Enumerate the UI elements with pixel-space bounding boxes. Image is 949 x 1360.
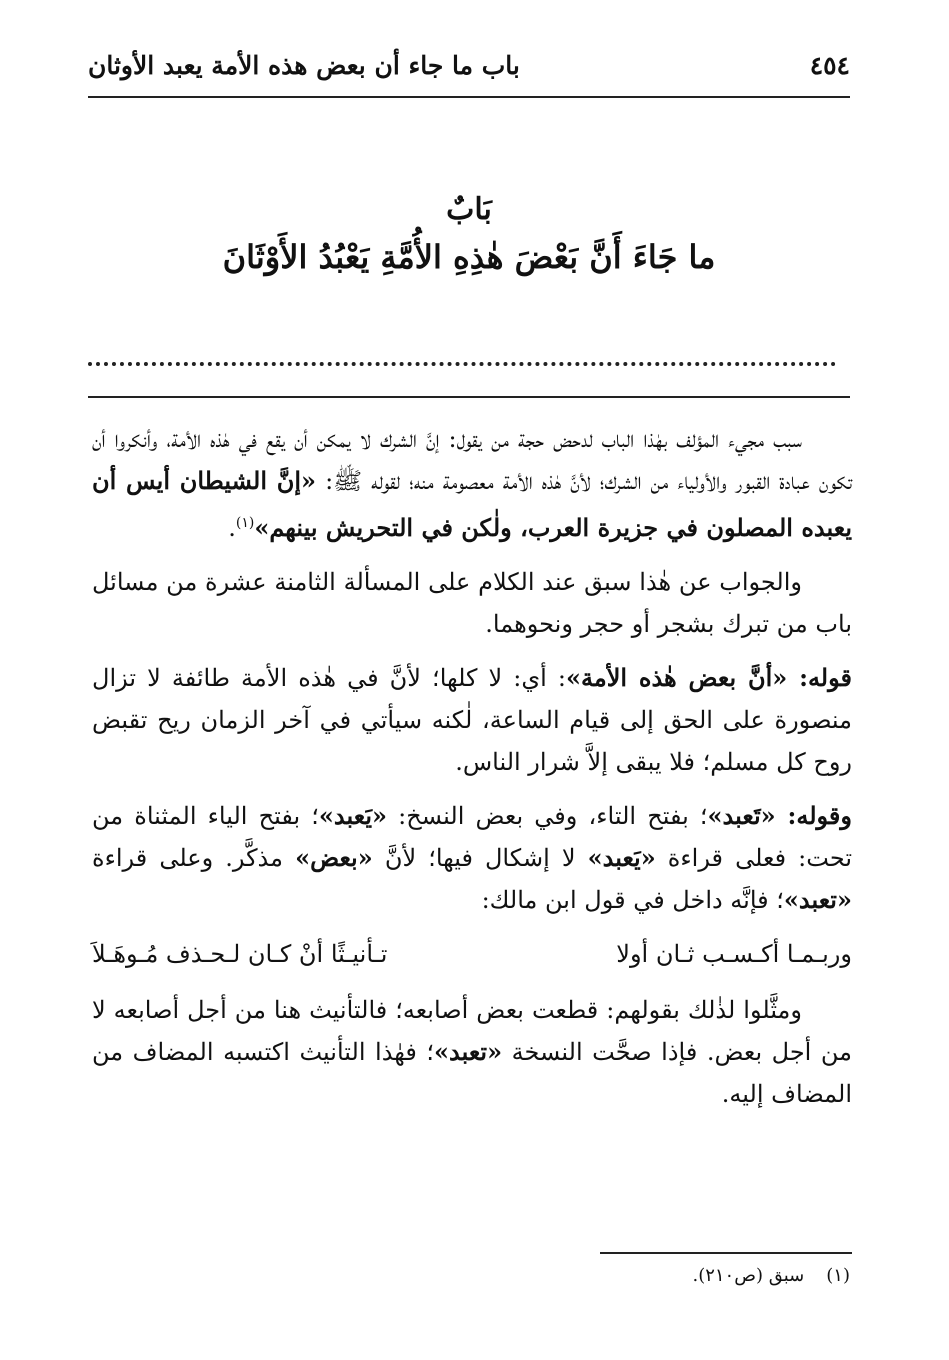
paragraph-3 xyxy=(92,657,852,783)
p4-lead: وقوله: «تَعبد» xyxy=(707,801,852,830)
chapter-word: بَابٌ xyxy=(446,192,492,227)
p5-text-a: ومثَّلوا لذٰلك بقولهم: قطعت بعض أصابعه؛ فالتأنيث هنا من أجل أصابعه لا من أجل بعض. فإذا صحَّت النسخة xyxy=(92,996,853,1066)
paragraph-1 xyxy=(92,418,852,549)
p4-term-b: «يَعبد» xyxy=(318,801,388,830)
p4-term-d: «يَعبد» xyxy=(587,843,656,872)
p4-text-c: ؛ بفتح الياء المثناة من تحت: فعلى قراءة xyxy=(92,802,852,872)
footnote-rule xyxy=(600,1252,852,1254)
header-rule xyxy=(88,96,850,98)
hadith-quote: «إنَّ الشيطان أيس أن يعبده المصلون في جزيرة العرب، ولٰكن في التحريش بينهم» xyxy=(92,466,852,542)
body-text xyxy=(92,418,852,1127)
footnote-number: (١) xyxy=(826,1265,850,1286)
paragraph-5 xyxy=(92,989,852,1115)
verse-first-hemistich: وربـمـا أكـسـب ثـان أولا xyxy=(616,940,852,968)
p4-text-i: ؛ فإنَّه داخل في قول ابن مالك: xyxy=(481,886,784,914)
p4-text-g: مذكَّر. وعلى قراءة xyxy=(92,844,296,872)
chapter-title: ما جَاءَ أَنَّ بَعْضَ هٰذِهِ الأُمَّةِ يَعْبُدُ الأَوْثَانَ xyxy=(222,238,716,276)
p5-term-b: «تعبد» xyxy=(434,1037,503,1066)
p4-term-f: «بعض» xyxy=(295,843,373,872)
footnote xyxy=(88,1262,850,1290)
page-number: ٤٥٤ xyxy=(809,50,850,80)
p4-text-e: لا إشكال فيها؛ لأنَّ xyxy=(372,844,588,872)
footnote-text: سبق (ص٢١٠). xyxy=(692,1265,805,1286)
p5-text-c: ؛ فهٰذا التأنيث اكتسبه المضاف من المضاف إليه. xyxy=(92,1038,852,1108)
p4-term-h: «تعبد» xyxy=(783,885,852,914)
solid-divider xyxy=(88,396,850,398)
p1-text: سبب مجيء المؤلف بهٰذا الباب لدحض حجة من يقول: إنَّ الشرك لا يمكن أن يقع في هٰذه الأمة، وأنكروا أن تكون عبادة القبور والأولياء من الشرك؛ لأنَّ هٰذه الأمة معصومة منه؛ لقوله ﷺ: xyxy=(92,425,853,495)
paragraph-2: والجواب عن هٰذا سبق عند الكلام على المسألة الثامنة عشرة من مسائل باب من تبرك بشجر أو حجر ونحوهما. xyxy=(92,568,852,638)
p1-end: . xyxy=(228,514,236,542)
running-title: باب ما جاء أن بعض هذه الأمة يعبد الأوثان xyxy=(88,50,520,80)
dotted-divider xyxy=(88,362,836,366)
footnote-ref: (١) xyxy=(235,515,255,531)
running-header xyxy=(88,40,850,90)
p4-text-a: ؛ بفتح التاء، وفي بعض النسخ: xyxy=(387,802,708,830)
p3-rest: : أي: لا كلها؛ لأنَّ في هٰذه الأمة طائفة لا تزال منصورة على الحق إلى قيام الساعة، لٰكنه سيأتي في آخر الزمان ريح تقبض روح كل مسلم؛ فلا يبقى إلاَّ شرار الناس. xyxy=(92,664,852,776)
p3-lead: قوله: «أنَّ بعض هٰذه الأمة» xyxy=(566,663,852,692)
verse-second-hemistich: تـأنيـثًا أنْ كـان لـحـذف مُـوهَـلاَ xyxy=(92,940,388,968)
poetry-verse xyxy=(92,933,852,975)
paragraph-4 xyxy=(92,795,852,921)
